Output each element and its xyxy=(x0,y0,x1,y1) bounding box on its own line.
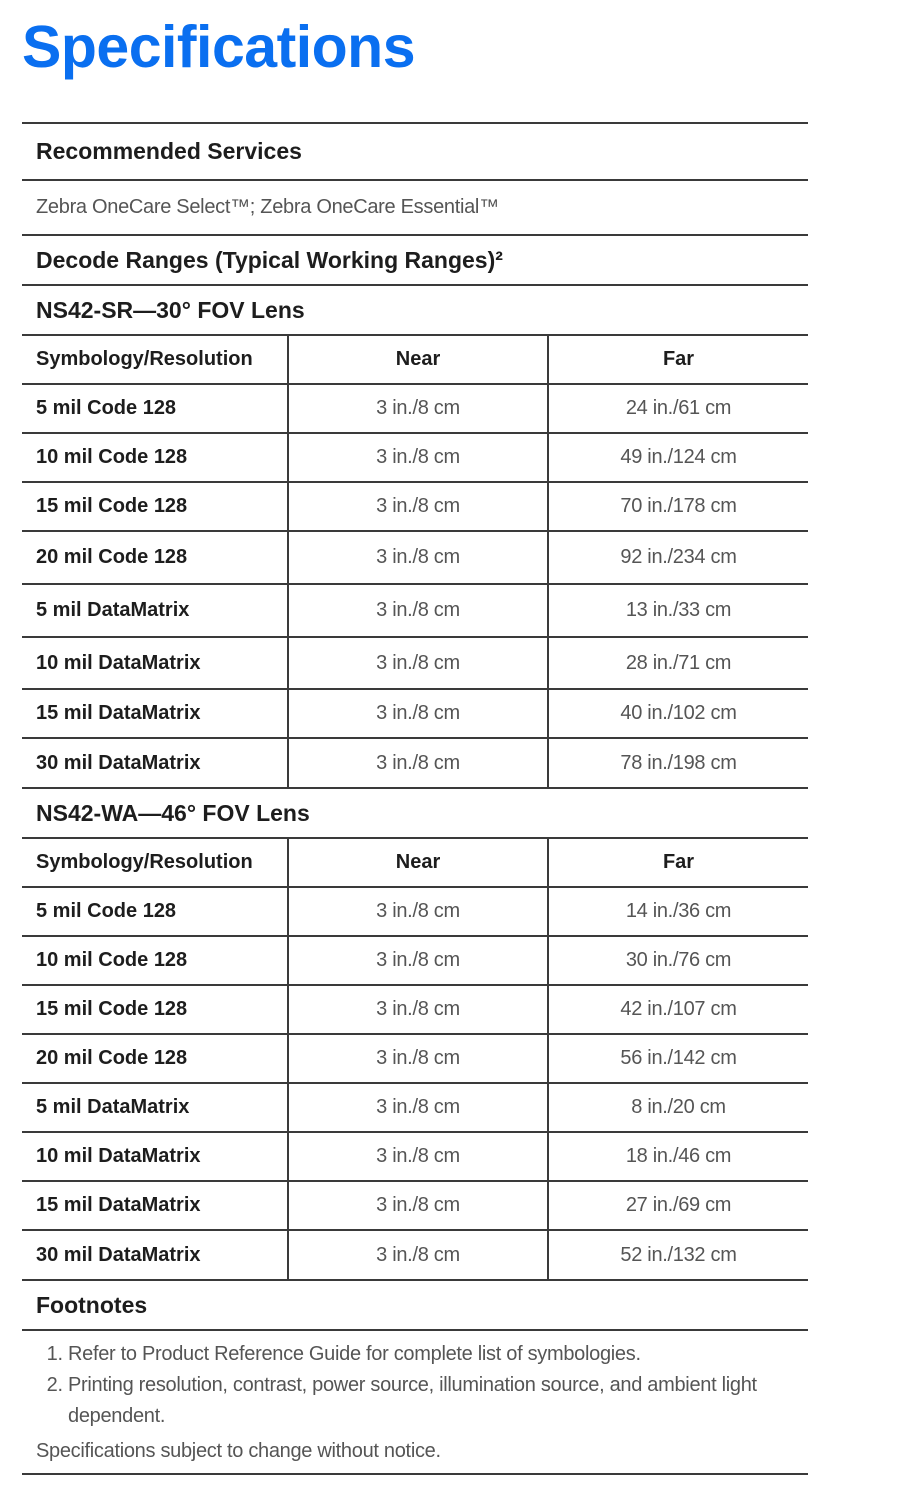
table-row xyxy=(22,433,808,482)
far-cell: 42 in./107 cm xyxy=(548,985,808,1034)
column-header-far: Far xyxy=(548,335,808,384)
column-header-far: Far xyxy=(548,838,808,887)
divider xyxy=(22,1473,808,1475)
table-row xyxy=(22,1034,808,1083)
far-cell: 52 in./132 cm xyxy=(548,1230,808,1279)
far-cell: 28 in./71 cm xyxy=(548,637,808,689)
table-row xyxy=(22,482,808,531)
far-cell: 14 in./36 cm xyxy=(548,887,808,936)
symbology-cell: 5 mil Code 128 xyxy=(22,887,288,936)
far-cell: 70 in./178 cm xyxy=(548,482,808,531)
table-row xyxy=(22,384,808,433)
symbology-cell: 20 mil Code 128 xyxy=(22,1034,288,1083)
far-cell: 27 in./69 cm xyxy=(548,1181,808,1230)
near-cell: 3 in./8 cm xyxy=(288,433,548,482)
footnote-item: 2. Printing resolution, contrast, power source, illumination source, and ambient light dependent. xyxy=(68,1370,794,1432)
wa-lens-table xyxy=(22,837,808,1279)
table-row xyxy=(22,1230,808,1279)
recommended-services-heading: Recommended Services xyxy=(36,138,302,164)
far-cell: 92 in./234 cm xyxy=(548,531,808,584)
disclaimer: Specifications subject to change without notice. xyxy=(36,1440,441,1462)
footnotes-body xyxy=(22,1331,808,1473)
near-cell: 3 in./8 cm xyxy=(288,1230,548,1279)
symbology-cell: 20 mil Code 128 xyxy=(22,531,288,584)
near-cell: 3 in./8 cm xyxy=(288,384,548,433)
far-cell: 18 in./46 cm xyxy=(548,1132,808,1181)
symbology-cell: 15 mil Code 128 xyxy=(22,985,288,1034)
footnotes-heading: Footnotes xyxy=(36,1291,148,1318)
far-cell: 78 in./198 cm xyxy=(548,738,808,787)
recommended-services-value: Zebra OneCare Select™; Zebra OneCare Essential™ xyxy=(36,196,499,218)
far-cell: 49 in./124 cm xyxy=(548,433,808,482)
symbology-cell: 10 mil DataMatrix xyxy=(22,1132,288,1181)
near-cell: 3 in./8 cm xyxy=(288,482,548,531)
near-cell: 3 in./8 cm xyxy=(288,584,548,637)
near-cell: 3 in./8 cm xyxy=(288,531,548,584)
table-row xyxy=(22,1181,808,1230)
column-header-near: Near xyxy=(288,838,548,887)
sr-lens-heading: NS42-SR—30° FOV Lens xyxy=(36,296,305,323)
sr-lens-table xyxy=(22,334,808,787)
table-row xyxy=(22,887,808,936)
wa-lens-heading: NS42-WA—46° FOV Lens xyxy=(36,799,310,826)
table-row xyxy=(22,689,808,738)
symbology-cell: 10 mil DataMatrix xyxy=(22,637,288,689)
far-cell: 40 in./102 cm xyxy=(548,689,808,738)
table-row xyxy=(22,637,808,689)
symbology-cell: 10 mil Code 128 xyxy=(22,936,288,985)
symbology-cell: 5 mil Code 128 xyxy=(22,384,288,433)
footnotes-list xyxy=(36,1339,794,1432)
symbology-cell: 30 mil DataMatrix xyxy=(22,738,288,787)
near-cell: 3 in./8 cm xyxy=(288,738,548,787)
near-cell: 3 in./8 cm xyxy=(288,637,548,689)
symbology-cell: 30 mil DataMatrix xyxy=(22,1230,288,1279)
far-cell: 8 in./20 cm xyxy=(548,1083,808,1132)
near-cell: 3 in./8 cm xyxy=(288,1132,548,1181)
specifications-sheet xyxy=(22,122,808,1475)
column-header-symbology: Symbology/Resolution xyxy=(22,335,288,384)
far-cell: 56 in./142 cm xyxy=(548,1034,808,1083)
column-header-symbology: Symbology/Resolution xyxy=(22,838,288,887)
far-cell: 30 in./76 cm xyxy=(548,936,808,985)
far-cell: 13 in./33 cm xyxy=(548,584,808,637)
symbology-cell: 15 mil DataMatrix xyxy=(22,689,288,738)
table-row xyxy=(22,1132,808,1181)
table-row xyxy=(22,738,808,787)
near-cell: 3 in./8 cm xyxy=(288,985,548,1034)
near-cell: 3 in./8 cm xyxy=(288,689,548,738)
symbology-cell: 5 mil DataMatrix xyxy=(22,584,288,637)
symbology-cell: 15 mil DataMatrix xyxy=(22,1181,288,1230)
table-row xyxy=(22,531,808,584)
footnote-item: 1. Refer to Product Reference Guide for complete list of symbologies. xyxy=(68,1339,794,1370)
column-header-near: Near xyxy=(288,335,548,384)
table-header-row xyxy=(22,838,808,887)
table-row xyxy=(22,584,808,637)
table-row xyxy=(22,1083,808,1132)
table-header-row xyxy=(22,335,808,384)
symbology-cell: 15 mil Code 128 xyxy=(22,482,288,531)
table-row xyxy=(22,936,808,985)
far-cell: 24 in./61 cm xyxy=(548,384,808,433)
near-cell: 3 in./8 cm xyxy=(288,887,548,936)
page-title: Specifications xyxy=(22,14,416,80)
table-row xyxy=(22,985,808,1034)
near-cell: 3 in./8 cm xyxy=(288,1083,548,1132)
decode-ranges-heading: Decode Ranges (Typical Working Ranges)² xyxy=(36,246,503,273)
symbology-cell: 5 mil DataMatrix xyxy=(22,1083,288,1132)
near-cell: 3 in./8 cm xyxy=(288,1181,548,1230)
near-cell: 3 in./8 cm xyxy=(288,936,548,985)
near-cell: 3 in./8 cm xyxy=(288,1034,548,1083)
symbology-cell: 10 mil Code 128 xyxy=(22,433,288,482)
